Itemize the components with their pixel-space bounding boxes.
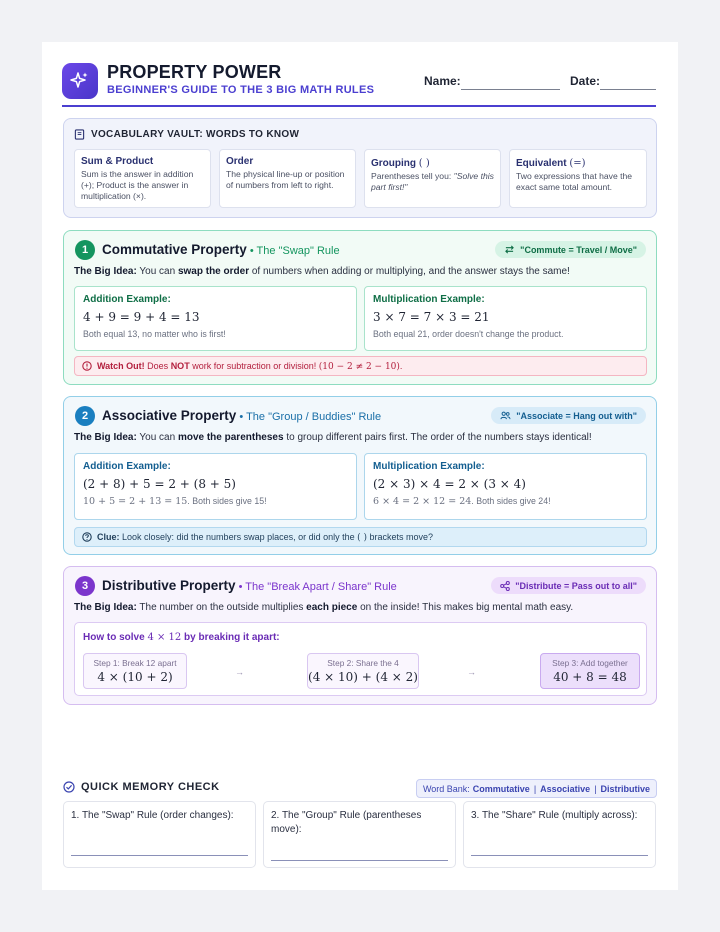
vocab-term: Grouping (371, 158, 416, 169)
section-subtitle: • The "Swap" Rule (246, 245, 340, 257)
people-icon (500, 411, 511, 420)
question-icon (82, 532, 92, 542)
associative-section (63, 396, 657, 555)
distributive-section (63, 566, 657, 705)
date-field[interactable] (600, 89, 656, 90)
clue-label: Clue: (97, 531, 120, 542)
vocab-definition-emphasis: "Solve this part first!" (371, 171, 494, 192)
example-note: 10 + 5 = 2 + 13 = 15. Both sides give 15! (83, 496, 267, 507)
page-title: PROPERTY POWER (107, 62, 282, 82)
multiplication-example (364, 286, 647, 351)
warning-callout: Watch Out! Does NOT work for subtraction or division! (10 − 2 ≠ 2 − 10). (74, 356, 647, 376)
example-equation: 4 + 9 = 9 + 4 = 13 (83, 310, 200, 324)
step-label: Step 3: Add together (552, 658, 628, 668)
memory-check-heading-text: QUICK MEMORY CHECK (81, 781, 220, 793)
vocab-symbol: (=) (569, 158, 586, 169)
vocabulary-panel (63, 118, 657, 218)
multiplication-example (364, 453, 647, 520)
example-title: Multiplication Example: (373, 294, 485, 305)
vocab-term: Equivalent (516, 158, 567, 169)
word-bank-word: Associative (540, 783, 591, 794)
example-equation: (2 × 3) × 4 = 2 × (3 × 4) (373, 477, 526, 491)
memory-check-heading (63, 781, 220, 793)
word-bank (416, 779, 657, 798)
book-icon (74, 129, 85, 140)
example-title: Multiplication Example: (373, 461, 485, 472)
vocab-term: Sum & Product (81, 156, 154, 167)
name-field[interactable] (461, 89, 560, 90)
vocab-definition: Two expressions that have the exact same total amount. (516, 171, 633, 192)
vocabulary-heading (74, 129, 299, 140)
vocab-card-equivalent (509, 149, 647, 208)
step-card (83, 653, 187, 689)
word-bank-word: Commutative (472, 783, 530, 794)
mnemonic-pill (495, 241, 646, 258)
step-label: Step 1: Break 12 apart (93, 658, 177, 668)
question-text: 3. The "Share" Rule (multiply across): (471, 810, 638, 821)
memory-question-1 (63, 801, 256, 868)
section-subtitle: • The "Break Apart / Share" Rule (235, 581, 397, 593)
vocabulary-heading-text: VOCABULARY VAULT: WORDS TO KNOW (91, 129, 300, 140)
section-number: 3 (75, 576, 95, 596)
step-value: (4 × 10) + (4 × 2) (308, 670, 418, 684)
alert-icon (82, 361, 92, 371)
page-subtitle: BEGINNER'S GUIDE TO THE 3 BIG MATH RULES (107, 84, 375, 96)
step-card-final (540, 653, 640, 689)
word-bank-word: Distributive (600, 783, 651, 794)
big-idea: The Big Idea: You can move the parentheses to group different pairs first. The order of the numbers stays identical! (74, 432, 592, 443)
check-circle-icon (63, 781, 75, 793)
addition-example (74, 453, 357, 520)
mnemonic-text: "Distribute = Pass out to all" (515, 580, 637, 591)
step-card (307, 653, 419, 689)
answer-line[interactable] (471, 855, 648, 856)
big-idea: The Big Idea: The number on the outside multiplies each piece on the inside! This makes big mental math easy. (74, 602, 574, 613)
date-label: Date: (570, 74, 601, 88)
question-text: 1. The "Swap" Rule (order changes): (71, 810, 234, 821)
section-title: Distributive Property • The "Break Apart / Share" Rule (102, 578, 397, 593)
word-bank-separator: | (594, 783, 597, 794)
vocab-card-grouping (364, 149, 501, 208)
vocab-term: Order (226, 156, 254, 167)
step-value: 4 × (10 + 2) (97, 670, 173, 684)
worksheet (42, 42, 678, 890)
example-title: Addition Example: (83, 294, 171, 305)
vocab-card-sum-product (74, 149, 211, 208)
clue-callout: Clue: Look closely: did the numbers swap places, or did only the ( ) brackets move? (74, 527, 647, 547)
section-number: 2 (75, 406, 95, 426)
vocab-symbol: ( ) (418, 158, 430, 169)
mnemonic-pill (491, 577, 646, 594)
arrow-icon: → (467, 667, 476, 677)
commutative-section (63, 230, 657, 385)
example-note: Both equal 21, order doesn't change the product. (373, 329, 564, 339)
big-idea: The Big Idea: You can swap the order of numbers when adding or multiplying, and the answer stays the same! (74, 266, 570, 277)
example-equation: 3 × 7 = 7 × 3 = 21 (373, 310, 490, 324)
question-text: 2. The "Group" Rule (parentheses move): (271, 810, 422, 835)
section-title: Associative Property • The "Group / Buddies" Rule (102, 408, 382, 423)
memory-question-2 (263, 801, 456, 868)
addition-example (74, 286, 357, 351)
mnemonic-text: "Associate = Hang out with" (516, 410, 637, 421)
worked-example (74, 622, 647, 696)
memory-question-3 (463, 801, 656, 868)
vocab-definition: The physical line-up or position of numbers from left to right. (226, 169, 345, 190)
section-number: 1 (75, 240, 95, 260)
example-title: Addition Example: (83, 461, 171, 472)
vocab-definition: Parentheses tell you: (371, 171, 454, 181)
warning-label: Watch Out! (97, 360, 145, 371)
word-bank-label: Word Bank: (422, 783, 470, 794)
mnemonic-text: "Commute = Travel / Move" (520, 244, 637, 255)
vocab-definition: Sum is the answer in addition (+); Product is the answer in multiplication (×). (81, 169, 194, 201)
share-icon (500, 581, 510, 591)
name-label: Name: (424, 74, 461, 88)
sparkle-icon (62, 63, 98, 99)
arrow-icon: → (235, 667, 244, 677)
example-equation: (2 + 8) + 5 = 2 + (8 + 5) (83, 477, 236, 491)
section-subtitle: • The "Group / Buddies" Rule (236, 411, 382, 423)
example-note: 6 × 4 = 2 × 12 = 24. Both sides give 24! (373, 496, 551, 507)
section-title: Commutative Property • The "Swap" Rule (102, 242, 340, 257)
example-note: Both equal 13, no matter who is first! (83, 329, 226, 339)
worked-example-title: How to solve 4 × 12 by breaking it apart: (83, 632, 280, 643)
vocab-card-order (219, 149, 356, 208)
answer-line[interactable] (271, 860, 448, 861)
step-label: Step 2: Share the 4 (327, 658, 399, 668)
answer-line[interactable] (71, 855, 248, 856)
word-bank-separator: | (533, 783, 537, 794)
header-divider (62, 105, 656, 107)
step-value: 40 + 8 = 48 (553, 670, 627, 684)
mnemonic-pill (491, 407, 646, 424)
swap-arrows-icon (504, 245, 515, 254)
